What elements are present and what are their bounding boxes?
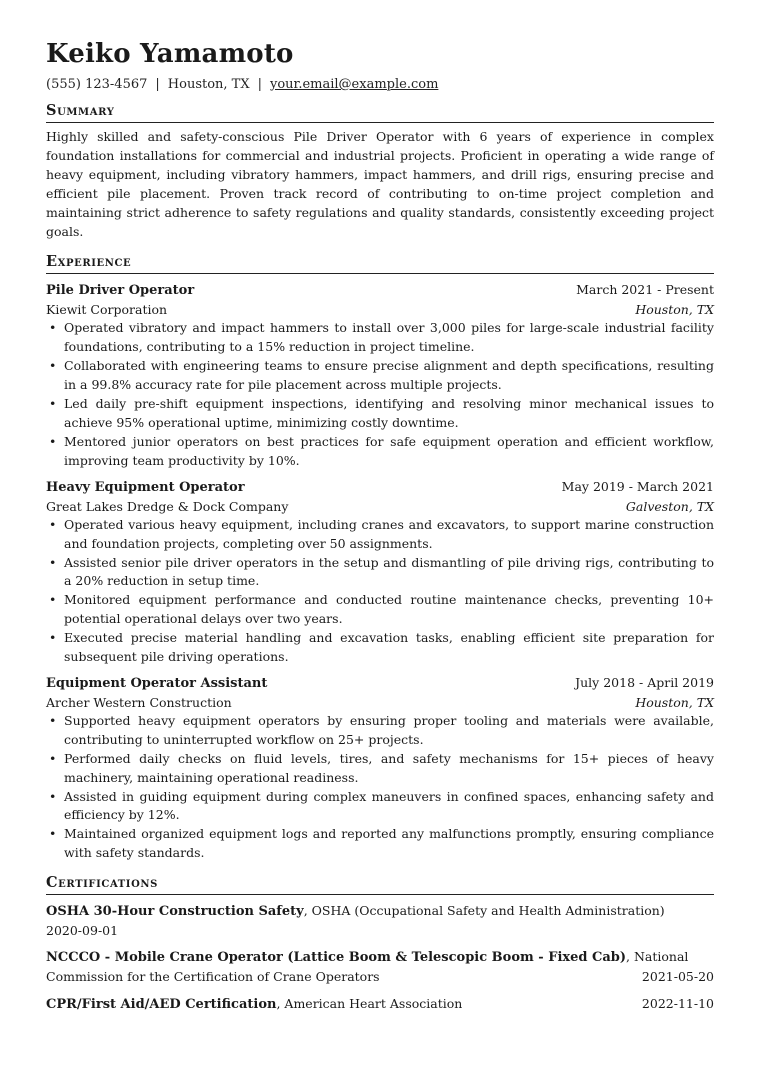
contact-separator: |	[155, 77, 160, 92]
bullet-item: • Performed daily checks on fluid levels, tires, and safety mechanisms for 15+ pieces of heavy machinery, maintaining operational readiness.	[46, 750, 714, 788]
certification-entry: NCCCO - Mobile Crane Operator (Lattice Boom & Telescopic Boom - Fixed Cab), National Commission for the Certification of Crane Operators 2021-05-20	[46, 949, 714, 985]
email-link[interactable]: your.email@example.com	[270, 77, 439, 92]
certification-entry: CPR/First Aid/AED Certification, American Heart Association 2022-11-10	[46, 996, 714, 1013]
location: Houston, TX	[167, 77, 250, 92]
bullet-item: • Monitored equipment performance and conducted routine maintenance checks, preventing 10+ potential operational delays over two years.	[46, 591, 714, 629]
job-location: Galveston, TX	[625, 498, 714, 514]
certifications-heading: Certifications	[46, 874, 714, 895]
job-dates: July 2018 - April 2019	[575, 674, 714, 690]
job-title: Pile Driver Operator	[46, 283, 195, 299]
certification-name: CPR/First Aid/AED Certification	[46, 997, 277, 1013]
candidate-name: Keiko Yamamoto	[46, 39, 294, 69]
certification-issuer: American Heart Association	[284, 996, 463, 1012]
certification-date: 2021-05-20	[641, 969, 714, 985]
certification-issuer-part2: Commission for the Certification of Crane Operators	[46, 969, 380, 985]
job-entry	[46, 673, 714, 863]
contact-separator: |	[257, 77, 262, 92]
certification-entry: OSHA 30-Hour Construction Safety, OSHA (Occupational Safety and Health Administration) 2020-09-01	[46, 901, 714, 940]
bullet-item: • Mentored junior operators on best practices for safe equipment operation and efficient workflow, improving team productivity by 10%.	[46, 433, 714, 471]
job-entry	[46, 477, 714, 667]
phone-number: (555) 123-4567	[46, 77, 148, 92]
bullet-item: • Assisted senior pile driver operators in the setup and dismantling of pile driving rigs, contributing to a 20% reduction in setup time.	[46, 554, 714, 592]
job-bullets	[46, 712, 714, 863]
resume-page	[46, 38, 714, 1014]
job-location: Houston, TX	[635, 694, 714, 710]
job-title: Equipment Operator Assistant	[46, 675, 268, 691]
job-dates: May 2019 - March 2021	[561, 478, 714, 494]
certification-issuer: OSHA (Occupational Safety and Health Administration)	[311, 903, 665, 919]
bullet-item: • Led daily pre-shift equipment inspections, identifying and resolving minor mechanical issues to achieve 95% operational uptime, minimizing costly downtime.	[46, 395, 714, 433]
certification-date: 2020-09-01	[46, 923, 119, 939]
job-location: Houston, TX	[635, 302, 714, 318]
bullet-item: • Operated various heavy equipment, including cranes and excavators, to support marine construction and foundation projects, completing over 50 assignments.	[46, 516, 714, 554]
bullet-item: • Supported heavy equipment operators by ensuring proper tooling and materials were available, contributing to uninterrupted workflow on 25+ projects.	[46, 712, 714, 750]
certification-date: 2022-11-10	[641, 996, 714, 1012]
bullet-item: • Executed precise material handling and excavation tasks, enabling efficient site preparation for subsequent pile driving operations.	[46, 629, 714, 667]
certification-name: OSHA 30-Hour Construction Safety	[46, 904, 304, 920]
certification-issuer-part1: National	[633, 949, 689, 965]
job-bullets	[46, 319, 714, 470]
summary-text: Highly skilled and safety-conscious Pile Driver Operator with 6 years of experience in complex foundation installations for commercial and industrial projects. Proficient in operating a wide range of heavy equipment, including vibratory hammers, impact hammers, and drill rigs, ensuring precise and efficient pile placement. Proven track record of contributing to on-time project completion and maintaining strict adherence to safety regulations and quality standards, consistently exceeding project goals.	[46, 129, 714, 239]
company-name: Great Lakes Dredge & Dock Company	[46, 498, 289, 514]
bullet-item: • Assisted in guiding equipment during complex maneuvers in confined spaces, enhancing safety and efficiency by 12%.	[46, 788, 714, 826]
summary-heading: Summary	[46, 102, 714, 123]
bullet-item: • Operated vibratory and impact hammers to install over 3,000 piles for large-scale industrial facility foundations, contributing to a 15% reduction in project timeline.	[46, 319, 714, 357]
bullet-item: • Maintained organized equipment logs and reported any malfunctions promptly, ensuring compliance with safety standards.	[46, 825, 714, 863]
bullet-item: • Collaborated with engineering teams to ensure precise alignment and depth specifications, resulting in a 99.8% accuracy rate for pile placement across multiple projects.	[46, 357, 714, 395]
company-name: Archer Western Construction	[46, 694, 232, 710]
job-bullets	[46, 516, 714, 667]
experience-heading: Experience	[46, 253, 714, 274]
company-name: Kiewit Corporation	[46, 302, 168, 318]
contact-line	[46, 76, 714, 94]
job-title: Heavy Equipment Operator	[46, 479, 245, 495]
job-entry	[46, 280, 714, 470]
certification-name: NCCCO - Mobile Crane Operator (Lattice Boom & Telescopic Boom - Fixed Cab)	[46, 950, 627, 966]
job-dates: March 2021 - Present	[576, 282, 714, 298]
